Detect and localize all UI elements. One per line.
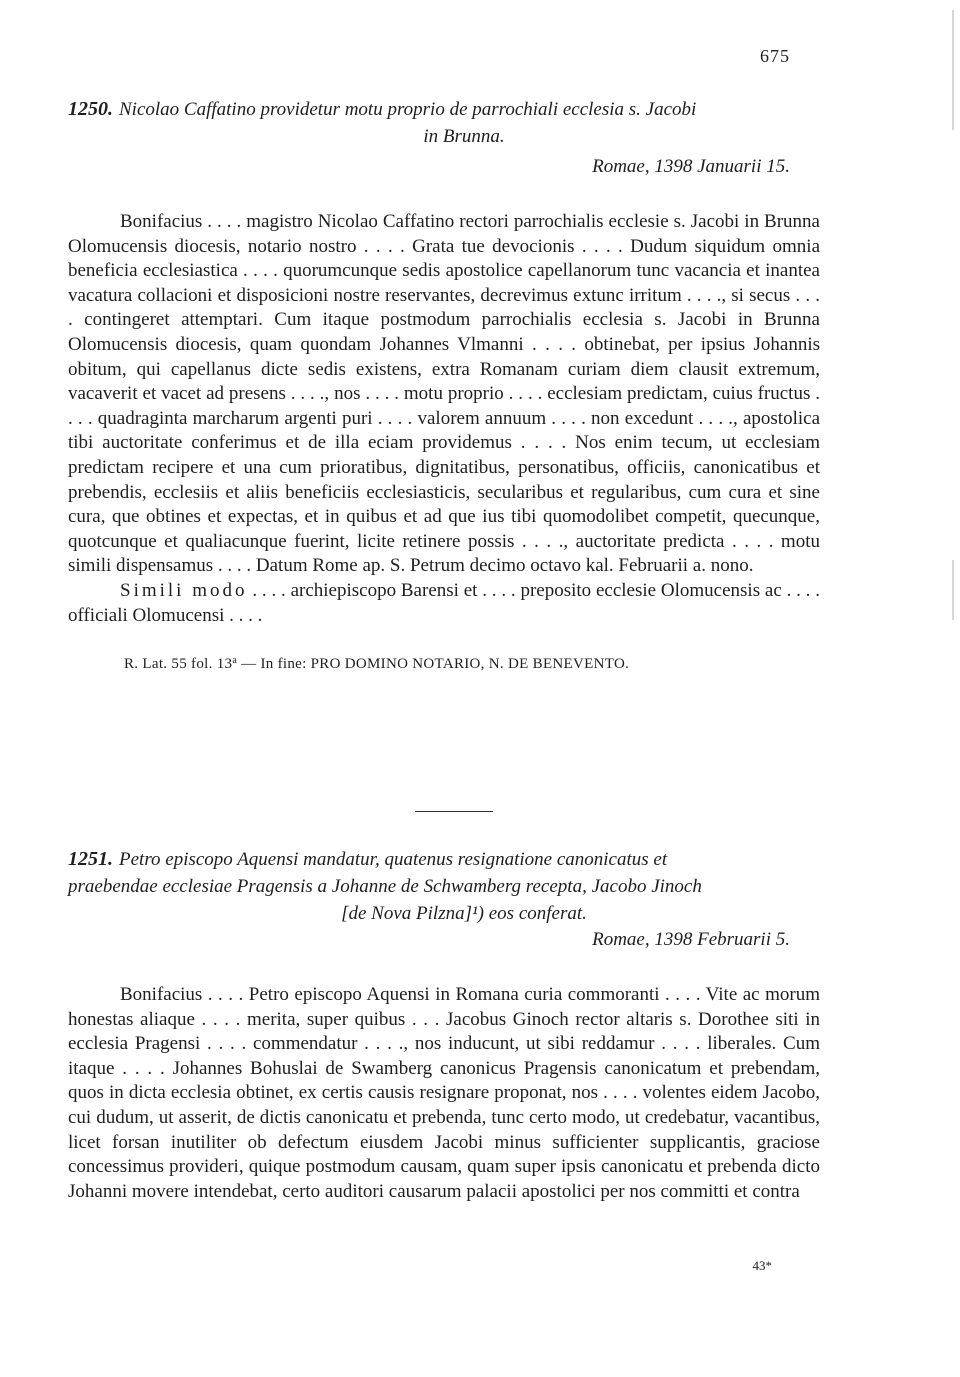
entry-number: 1251. xyxy=(68,848,113,870)
entry-1250 xyxy=(68,96,820,673)
entry-1251 xyxy=(68,846,820,1204)
section-divider xyxy=(415,811,493,812)
heading-text: Petro episcopo Aquensi mandatur, quatenus resignatione canonicatus et xyxy=(119,849,668,870)
source-prefix: R. Lat. 55 fol. 13 xyxy=(124,656,233,673)
source-suffix: — In fine: PRO DOMINO NOTARIO, N. DE BENEVENTO. xyxy=(237,656,630,673)
page-number: 675 xyxy=(760,46,790,66)
heading-text-continued: praebendae ecclesiae Pragensis a Johanne de Schwamberg recepta, Jacobo Jinoch xyxy=(68,876,702,897)
source-superscript: a xyxy=(232,655,238,667)
scan-edge-mark xyxy=(952,560,954,620)
heading-text: Nicolao Caffatino providetur motu proprio de parrochiali ecclesia s. Jacobi xyxy=(119,99,697,120)
spaced-lead: Simili modo xyxy=(120,579,248,601)
scan-edge-mark xyxy=(952,10,954,130)
entry-heading xyxy=(68,96,820,150)
entry-number: 1250. xyxy=(68,98,113,120)
paragraph: Bonifacius . . . . Petro episcopo Aquensi in Romana curia commoranti . . . . Vite ac morum honestas aliaque . . . . merita, super quibus . . . Jacobus Ginoch rector altaris s. Dorothee siti in ecclesia Pragensi . . . . commendatur . . . ., nos inducunt, ut sibi reddamur . . . . liberales. Cum itaque . . . . Johannes Bohuslai de Swamberg canonicus Pragensis canonicatum et prebendam, quos in dicta ecclesia obtinet, ex certis causis resignare proponat, nos . . . . volentes eidem Jacobo, cui dudum, ut asserit, de dictis canonicatu et prebenda, tunc certo modo, ut credebatur, vacantibus, licet forsan inutiliter ob defectum eiusdem Jacobi minus sufficienter supplicantis, graciose concessimus provideri, quique postmodum causam, quam super ipsis canonicatu et prebenda dicto Johanni movere intendebat, certo auditori causarum palacii apostolici per nos committi et contra xyxy=(68,984,820,1202)
entry-heading xyxy=(68,846,820,927)
body-text xyxy=(68,210,820,628)
paragraph: Bonifacius . . . . magistro Nicolao Caffatino rectori parrochialis ecclesie s. Jacobi in Brunna Olomucensis diocesis, notario nostro . . . . Grata tue devocionis . . . . Dudum siquidum omnia beneficia ecclesiastica . . . . quorumcunque sedis apostolice capellanorum tunc vacancia et inantea vacatura collacioni et disposicioni nostre reservantes, decrevimus extunc irritum . . . ., si secus . . . . contingeret attemptari. Cum itaque postmodum parrochialis ecclesia s. Jacobi in Brunna Olomucensis diocesis, quam quondam Johannes Vlmanni . . . . obtinebat, per ipsius Johannis obitum, qui capellanus dicte sedis existens, extra Romanam curiam diem clausit extremum, vacaverit et vacet ad presens . . . ., nos . . . . motu proprio . . . . ecclesiam predictam, cuius fructus . . . . quadraginta marcharum argenti puri . . . . valorem annuum . . . . non excedunt . . . ., apostolica tibi auctoritate conferimus et de illa eciam providemus . . . . Nos enim tecum, ut ecclesiam predictam recipere et una cum prioratibus, dignitatibus, personatibus, officiis, canonicatibus et prebendis, ecclesiis et aliis beneficiis ecclesiasticis, secularibus et regularibus, cum cura et sine cura, que obtines et expectas, et in quibus et ad que ius tibi quomodolibet competit, quecunque, quotcunque et qualiacunque fuerint, licite retinere possis . . . ., auctoritate predicta . . . . motu simili dispensamus . . . . Datum Rome ap. S. Petrum decimo octavo kal. Februarii a. nono. xyxy=(68,211,820,577)
date-line: Romae, 1398 Februarii 5. xyxy=(592,929,790,950)
heading-text-continued: [de Nova Pilzna]¹) eos conferat. xyxy=(341,903,587,924)
paragraph xyxy=(68,579,820,628)
source-reference xyxy=(68,655,820,673)
body-text xyxy=(68,983,820,1204)
date-line: Romae, 1398 Januarii 15. xyxy=(592,156,790,177)
printer-signature: 43* xyxy=(752,1258,772,1273)
heading-text-continued: in Brunna. xyxy=(423,126,505,147)
paragraph-text: . . . . archiepiscopo Barensi et . . . . preposito ecclesie Olomucensis ac . . . . officiali Olomucensi . . . . xyxy=(68,579,820,626)
